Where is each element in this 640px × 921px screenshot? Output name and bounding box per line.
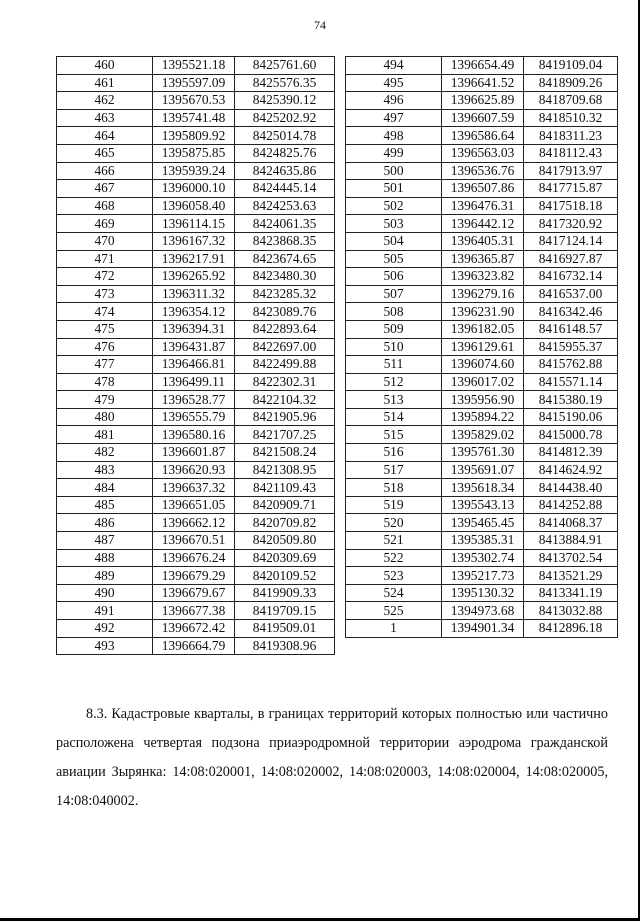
table-row — [57, 320, 335, 338]
table-row — [346, 74, 618, 92]
table-row — [346, 250, 618, 268]
point-number-cell: 499 — [346, 144, 442, 162]
y-coordinate-cell: 8415762.88 — [524, 356, 618, 374]
paragraph-text: 8.3. Кадастровые кварталы, в границах территорий которых полностью или частично расположена четвертая подзона приаэродромной территории аэродрома гражданской авиации Зырянка: 14:08:020001, 14:08:020002, 14:08:020003, 14:08:020004, 14:08:020005, 14:08:040002. — [56, 706, 608, 809]
x-coordinate-cell: 1396231.90 — [442, 303, 524, 321]
x-coordinate-cell: 1396679.29 — [153, 567, 235, 585]
y-coordinate-cell: 8422893.64 — [235, 320, 335, 338]
y-coordinate-cell: 8418112.43 — [524, 144, 618, 162]
x-coordinate-cell: 1396442.12 — [442, 215, 524, 233]
y-coordinate-cell: 8420309.69 — [235, 549, 335, 567]
point-number-cell: 504 — [346, 232, 442, 250]
table-row — [57, 479, 335, 497]
point-number-cell: 519 — [346, 496, 442, 514]
y-coordinate-cell: 8425014.78 — [235, 127, 335, 145]
point-number-cell: 483 — [57, 461, 153, 479]
y-coordinate-cell: 8414812.39 — [524, 444, 618, 462]
x-coordinate-cell: 1396654.49 — [442, 57, 524, 75]
x-coordinate-cell: 1396641.52 — [442, 74, 524, 92]
table-row — [57, 426, 335, 444]
x-coordinate-cell: 1395875.85 — [153, 144, 235, 162]
point-number-cell: 488 — [57, 549, 153, 567]
table-row — [57, 285, 335, 303]
point-number-cell: 1 — [346, 620, 442, 638]
point-number-cell: 494 — [346, 57, 442, 75]
table-row — [57, 338, 335, 356]
x-coordinate-cell: 1396058.40 — [153, 197, 235, 215]
y-coordinate-cell: 8423089.76 — [235, 303, 335, 321]
x-coordinate-cell: 1396528.77 — [153, 391, 235, 409]
point-number-cell: 507 — [346, 285, 442, 303]
point-number-cell: 481 — [57, 426, 153, 444]
point-number-cell: 520 — [346, 514, 442, 532]
point-number-cell: 490 — [57, 584, 153, 602]
y-coordinate-cell: 8413884.91 — [524, 532, 618, 550]
point-number-cell: 476 — [57, 338, 153, 356]
point-number-cell: 478 — [57, 373, 153, 391]
y-coordinate-cell: 8422697.00 — [235, 338, 335, 356]
x-coordinate-cell: 1395761.30 — [442, 444, 524, 462]
table-row — [57, 180, 335, 198]
point-number-cell: 522 — [346, 549, 442, 567]
y-coordinate-cell: 8414624.92 — [524, 461, 618, 479]
y-coordinate-cell: 8417124.14 — [524, 232, 618, 250]
x-coordinate-cell: 1395302.74 — [442, 549, 524, 567]
x-coordinate-cell: 1394973.68 — [442, 602, 524, 620]
y-coordinate-cell: 8415380.19 — [524, 391, 618, 409]
x-coordinate-cell: 1396664.79 — [153, 637, 235, 655]
table-row — [346, 549, 618, 567]
y-coordinate-cell: 8414438.40 — [524, 479, 618, 497]
table-row — [346, 461, 618, 479]
x-coordinate-cell: 1396365.87 — [442, 250, 524, 268]
point-number-cell: 502 — [346, 197, 442, 215]
y-coordinate-cell: 8417913.97 — [524, 162, 618, 180]
y-coordinate-cell: 8420709.82 — [235, 514, 335, 532]
point-number-cell: 515 — [346, 426, 442, 444]
y-coordinate-cell: 8412896.18 — [524, 620, 618, 638]
y-coordinate-cell: 8416927.87 — [524, 250, 618, 268]
y-coordinate-cell: 8420509.80 — [235, 532, 335, 550]
table-row — [346, 479, 618, 497]
point-number-cell: 514 — [346, 408, 442, 426]
point-number-cell: 461 — [57, 74, 153, 92]
x-coordinate-cell: 1396405.31 — [442, 232, 524, 250]
cadastral-quarters-paragraph — [56, 700, 608, 816]
x-coordinate-cell: 1395829.02 — [442, 426, 524, 444]
y-coordinate-cell: 8414252.88 — [524, 496, 618, 514]
table-row — [57, 602, 335, 620]
x-coordinate-cell: 1396620.93 — [153, 461, 235, 479]
table-row — [57, 567, 335, 585]
table-row — [57, 461, 335, 479]
coordinates-table-left — [56, 56, 335, 655]
y-coordinate-cell: 8418510.32 — [524, 109, 618, 127]
y-coordinate-cell: 8415955.37 — [524, 338, 618, 356]
point-number-cell: 517 — [346, 461, 442, 479]
y-coordinate-cell: 8418909.26 — [524, 74, 618, 92]
table-row — [57, 620, 335, 638]
table-row — [346, 408, 618, 426]
y-coordinate-cell: 8419308.96 — [235, 637, 335, 655]
table-row — [346, 215, 618, 233]
table-row — [346, 320, 618, 338]
x-coordinate-cell: 1396672.42 — [153, 620, 235, 638]
point-number-cell: 462 — [57, 92, 153, 110]
table-row — [346, 373, 618, 391]
table-row — [346, 444, 618, 462]
point-number-cell: 465 — [57, 144, 153, 162]
x-coordinate-cell: 1396000.10 — [153, 180, 235, 198]
x-coordinate-cell: 1395741.48 — [153, 109, 235, 127]
y-coordinate-cell: 8422302.31 — [235, 373, 335, 391]
x-coordinate-cell: 1396662.12 — [153, 514, 235, 532]
table-row — [57, 92, 335, 110]
y-coordinate-cell: 8417715.87 — [524, 180, 618, 198]
table-row — [57, 514, 335, 532]
y-coordinate-cell: 8418709.68 — [524, 92, 618, 110]
table-row — [57, 162, 335, 180]
point-number-cell: 475 — [57, 320, 153, 338]
point-number-cell: 525 — [346, 602, 442, 620]
x-coordinate-cell: 1394901.34 — [442, 620, 524, 638]
x-coordinate-cell: 1396670.51 — [153, 532, 235, 550]
point-number-cell: 523 — [346, 567, 442, 585]
x-coordinate-cell: 1396625.89 — [442, 92, 524, 110]
table-row — [57, 57, 335, 75]
table-row — [346, 426, 618, 444]
x-coordinate-cell: 1396114.15 — [153, 215, 235, 233]
x-coordinate-cell: 1395465.45 — [442, 514, 524, 532]
table-row — [346, 356, 618, 374]
y-coordinate-cell: 8420909.71 — [235, 496, 335, 514]
table-row — [346, 285, 618, 303]
coordinates-table-right-body — [346, 57, 618, 638]
point-number-cell: 491 — [57, 602, 153, 620]
y-coordinate-cell: 8415190.06 — [524, 408, 618, 426]
table-row — [57, 268, 335, 286]
y-coordinate-cell: 8423868.35 — [235, 232, 335, 250]
x-coordinate-cell: 1395956.90 — [442, 391, 524, 409]
point-number-cell: 471 — [57, 250, 153, 268]
x-coordinate-cell: 1396601.87 — [153, 444, 235, 462]
table-row — [57, 74, 335, 92]
point-number-cell: 493 — [57, 637, 153, 655]
y-coordinate-cell: 8421308.95 — [235, 461, 335, 479]
x-coordinate-cell: 1396637.32 — [153, 479, 235, 497]
table-row — [346, 92, 618, 110]
point-number-cell: 524 — [346, 584, 442, 602]
table-row — [346, 602, 618, 620]
point-number-cell: 495 — [346, 74, 442, 92]
point-number-cell: 497 — [346, 109, 442, 127]
x-coordinate-cell: 1396586.64 — [442, 127, 524, 145]
y-coordinate-cell: 8415571.14 — [524, 373, 618, 391]
y-coordinate-cell: 8425202.92 — [235, 109, 335, 127]
y-coordinate-cell: 8416342.46 — [524, 303, 618, 321]
x-coordinate-cell: 1396265.92 — [153, 268, 235, 286]
y-coordinate-cell: 8421109.43 — [235, 479, 335, 497]
table-row — [57, 584, 335, 602]
point-number-cell: 482 — [57, 444, 153, 462]
point-number-cell: 467 — [57, 180, 153, 198]
point-number-cell: 473 — [57, 285, 153, 303]
x-coordinate-cell: 1395130.32 — [442, 584, 524, 602]
x-coordinate-cell: 1396431.87 — [153, 338, 235, 356]
y-coordinate-cell: 8423674.65 — [235, 250, 335, 268]
x-coordinate-cell: 1396651.05 — [153, 496, 235, 514]
point-number-cell: 513 — [346, 391, 442, 409]
point-number-cell: 489 — [57, 567, 153, 585]
page-number: 74 — [314, 18, 326, 32]
coordinates-table-left-body — [57, 57, 335, 655]
point-number-cell: 500 — [346, 162, 442, 180]
table-row — [346, 127, 618, 145]
x-coordinate-cell: 1396217.91 — [153, 250, 235, 268]
y-coordinate-cell: 8416732.14 — [524, 268, 618, 286]
coordinates-table-right — [345, 56, 618, 638]
point-number-cell: 477 — [57, 356, 153, 374]
x-coordinate-cell: 1395670.53 — [153, 92, 235, 110]
table-row — [57, 532, 335, 550]
x-coordinate-cell: 1396507.86 — [442, 180, 524, 198]
x-coordinate-cell: 1396580.16 — [153, 426, 235, 444]
y-coordinate-cell: 8413702.54 — [524, 549, 618, 567]
y-coordinate-cell: 8425761.60 — [235, 57, 335, 75]
table-row — [57, 391, 335, 409]
table-row — [57, 496, 335, 514]
point-number-cell: 463 — [57, 109, 153, 127]
point-number-cell: 510 — [346, 338, 442, 356]
y-coordinate-cell: 8419109.04 — [524, 57, 618, 75]
table-row — [57, 303, 335, 321]
point-number-cell: 512 — [346, 373, 442, 391]
y-coordinate-cell: 8418311.23 — [524, 127, 618, 145]
x-coordinate-cell: 1396679.67 — [153, 584, 235, 602]
x-coordinate-cell: 1396129.61 — [442, 338, 524, 356]
point-number-cell: 503 — [346, 215, 442, 233]
table-row — [346, 391, 618, 409]
y-coordinate-cell: 8415000.78 — [524, 426, 618, 444]
point-number-cell: 464 — [57, 127, 153, 145]
y-coordinate-cell: 8414068.37 — [524, 514, 618, 532]
point-number-cell: 505 — [346, 250, 442, 268]
point-number-cell: 485 — [57, 496, 153, 514]
y-coordinate-cell: 8417518.18 — [524, 197, 618, 215]
table-row — [346, 109, 618, 127]
x-coordinate-cell: 1395618.34 — [442, 479, 524, 497]
y-coordinate-cell: 8424061.35 — [235, 215, 335, 233]
y-coordinate-cell: 8424825.76 — [235, 144, 335, 162]
point-number-cell: 487 — [57, 532, 153, 550]
point-number-cell: 508 — [346, 303, 442, 321]
x-coordinate-cell: 1396555.79 — [153, 408, 235, 426]
x-coordinate-cell: 1396607.59 — [442, 109, 524, 127]
point-number-cell: 480 — [57, 408, 153, 426]
table-row — [346, 197, 618, 215]
point-number-cell: 516 — [346, 444, 442, 462]
y-coordinate-cell: 8413341.19 — [524, 584, 618, 602]
y-coordinate-cell: 8417320.92 — [524, 215, 618, 233]
point-number-cell: 521 — [346, 532, 442, 550]
table-row — [346, 532, 618, 550]
y-coordinate-cell: 8419509.01 — [235, 620, 335, 638]
table-row — [57, 197, 335, 215]
x-coordinate-cell: 1395597.09 — [153, 74, 235, 92]
y-coordinate-cell: 8423285.32 — [235, 285, 335, 303]
point-number-cell: 518 — [346, 479, 442, 497]
y-coordinate-cell: 8425390.12 — [235, 92, 335, 110]
point-number-cell: 501 — [346, 180, 442, 198]
table-row — [346, 180, 618, 198]
x-coordinate-cell: 1396279.16 — [442, 285, 524, 303]
y-coordinate-cell: 8416148.57 — [524, 320, 618, 338]
table-row — [346, 162, 618, 180]
point-number-cell: 472 — [57, 268, 153, 286]
point-number-cell: 492 — [57, 620, 153, 638]
y-coordinate-cell: 8421707.25 — [235, 426, 335, 444]
point-number-cell: 509 — [346, 320, 442, 338]
table-row — [57, 109, 335, 127]
point-number-cell: 498 — [346, 127, 442, 145]
y-coordinate-cell: 8413032.88 — [524, 602, 618, 620]
y-coordinate-cell: 8416537.00 — [524, 285, 618, 303]
table-row — [346, 567, 618, 585]
x-coordinate-cell: 1395809.92 — [153, 127, 235, 145]
table-row — [57, 215, 335, 233]
table-row — [57, 232, 335, 250]
point-number-cell: 511 — [346, 356, 442, 374]
x-coordinate-cell: 1396017.02 — [442, 373, 524, 391]
table-row — [57, 408, 335, 426]
x-coordinate-cell: 1396323.82 — [442, 268, 524, 286]
y-coordinate-cell: 8413521.29 — [524, 567, 618, 585]
table-row — [57, 444, 335, 462]
point-number-cell: 506 — [346, 268, 442, 286]
point-number-cell: 484 — [57, 479, 153, 497]
x-coordinate-cell: 1396074.60 — [442, 356, 524, 374]
table-row — [57, 356, 335, 374]
x-coordinate-cell: 1396311.32 — [153, 285, 235, 303]
x-coordinate-cell: 1396182.05 — [442, 320, 524, 338]
table-row — [346, 268, 618, 286]
table-row — [346, 338, 618, 356]
point-number-cell: 469 — [57, 215, 153, 233]
point-number-cell: 474 — [57, 303, 153, 321]
x-coordinate-cell: 1396167.32 — [153, 232, 235, 250]
point-number-cell: 466 — [57, 162, 153, 180]
x-coordinate-cell: 1396676.24 — [153, 549, 235, 567]
table-row — [57, 127, 335, 145]
y-coordinate-cell: 8424445.14 — [235, 180, 335, 198]
y-coordinate-cell: 8419709.15 — [235, 602, 335, 620]
x-coordinate-cell: 1396536.76 — [442, 162, 524, 180]
table-row — [57, 549, 335, 567]
table-row — [57, 144, 335, 162]
y-coordinate-cell: 8424253.63 — [235, 197, 335, 215]
table-row — [346, 57, 618, 75]
x-coordinate-cell: 1395939.24 — [153, 162, 235, 180]
table-row — [346, 232, 618, 250]
x-coordinate-cell: 1396563.03 — [442, 144, 524, 162]
table-row — [346, 303, 618, 321]
y-coordinate-cell: 8423480.30 — [235, 268, 335, 286]
table-row — [346, 496, 618, 514]
point-number-cell: 470 — [57, 232, 153, 250]
table-row — [346, 584, 618, 602]
point-number-cell: 460 — [57, 57, 153, 75]
point-number-cell: 468 — [57, 197, 153, 215]
table-row — [57, 250, 335, 268]
x-coordinate-cell: 1395691.07 — [442, 461, 524, 479]
y-coordinate-cell: 8422499.88 — [235, 356, 335, 374]
x-coordinate-cell: 1395385.31 — [442, 532, 524, 550]
y-coordinate-cell: 8424635.86 — [235, 162, 335, 180]
y-coordinate-cell: 8421508.24 — [235, 444, 335, 462]
y-coordinate-cell: 8422104.32 — [235, 391, 335, 409]
point-number-cell: 486 — [57, 514, 153, 532]
y-coordinate-cell: 8420109.52 — [235, 567, 335, 585]
table-row — [346, 144, 618, 162]
table-row — [346, 514, 618, 532]
x-coordinate-cell: 1396466.81 — [153, 356, 235, 374]
table-row — [57, 637, 335, 655]
y-coordinate-cell: 8419909.33 — [235, 584, 335, 602]
table-row — [57, 373, 335, 391]
point-number-cell: 496 — [346, 92, 442, 110]
point-number-cell: 479 — [57, 391, 153, 409]
x-coordinate-cell: 1395543.13 — [442, 496, 524, 514]
x-coordinate-cell: 1396394.31 — [153, 320, 235, 338]
x-coordinate-cell: 1396499.11 — [153, 373, 235, 391]
x-coordinate-cell: 1396476.31 — [442, 197, 524, 215]
y-coordinate-cell: 8425576.35 — [235, 74, 335, 92]
x-coordinate-cell: 1396677.38 — [153, 602, 235, 620]
x-coordinate-cell: 1395894.22 — [442, 408, 524, 426]
y-coordinate-cell: 8421905.96 — [235, 408, 335, 426]
x-coordinate-cell: 1395217.73 — [442, 567, 524, 585]
x-coordinate-cell: 1396354.12 — [153, 303, 235, 321]
x-coordinate-cell: 1395521.18 — [153, 57, 235, 75]
table-row — [346, 620, 618, 638]
